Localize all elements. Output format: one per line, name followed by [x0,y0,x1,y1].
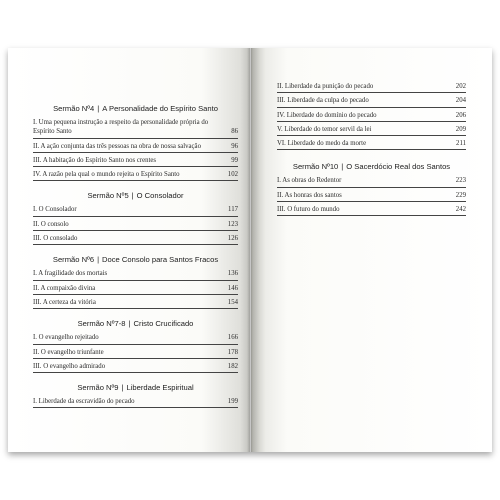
toc-entry-page: 126 [227,235,238,243]
toc-entry-text: II. A ação conjunta das três pessoas na obra de nossa salvação [33,142,201,150]
toc-entry-page: 206 [455,111,466,119]
toc-entry-text: I. Uma pequena instrução a respeito da personalidade própria do Espírito Santo [33,119,209,136]
toc-entry-text: III. A habitação do Espírito Santo nos crentes [33,156,157,164]
sermon-number: Sermão Nº10 [292,162,339,172]
sermon-section [33,255,238,309]
heading-separator: | [97,104,100,113]
toc-entry [33,156,238,167]
toc-entry-page: 123 [227,220,238,228]
toc-entry-page: 242 [455,206,466,214]
toc-entry [33,269,238,280]
sermon-subject: O Sacerdócio Real dos Santos [346,162,451,172]
toc-entry-text: III. O consolado [33,235,78,243]
toc-entry-text: III. O evangelho admirado [33,362,106,370]
sermon-subject: Cristo Crucificado [133,319,194,329]
toc-entry [277,176,466,187]
sermon-section [33,104,238,181]
toc-entry [33,348,238,359]
toc-entry [33,362,238,373]
right-page [251,48,492,452]
toc-entry [33,142,238,153]
toc-entry-page: 204 [455,97,466,105]
sermon-subject: A Personalidade do Espírito Santo [102,104,218,113]
toc-entry [277,111,466,122]
toc-entry-page: 166 [227,334,238,342]
book-spine [240,48,260,452]
sermon-section [277,162,466,216]
toc-entry-page: 223 [455,177,466,185]
left-page [8,48,250,452]
toc-entry [33,397,238,408]
toc-entry-page: 136 [227,270,238,278]
right-continued-entries [277,82,466,150]
toc-entry-page: 117 [228,206,238,214]
toc-entry-text: I. A fragilidade dos mortais [33,270,108,278]
sermon-number: Sermão Nº6 [52,255,95,265]
toc-entry [277,96,466,107]
toc-entry-text: III. O futuro do mundo [277,206,340,214]
toc-entry [277,139,466,150]
sermon-section [33,383,238,408]
sermon-heading [33,191,238,200]
sermon-number: Sermão Nº9 [77,383,119,393]
toc-entry-page: 202 [455,83,466,90]
toc-entry-page: 96 [231,142,238,150]
right-toc [277,162,466,216]
sermon-number: Sermão Nº4 [53,104,95,113]
toc-entry [33,170,238,181]
toc-entry-text: I. As obras do Redentor [277,177,342,185]
sermon-heading [33,383,238,392]
heading-separator: | [131,191,134,201]
heading-separator: | [97,255,100,265]
toc-entry-page: 102 [227,171,238,179]
toc-entry [33,205,238,216]
sermon-heading [33,104,238,113]
heading-separator: | [128,319,131,329]
toc-entry [33,234,238,245]
toc-entry-text: II. O consolo [33,220,69,228]
toc-entry [33,333,238,344]
toc-entry-page: 211 [456,140,466,148]
sermon-subject: Liberdade Espiritual [126,383,194,393]
toc-entry [277,205,466,216]
toc-entry-text: I. Liberdade da escravidão do pecado [33,398,135,406]
toc-entry-text: II. A compaixão divina [33,284,96,292]
heading-separator: | [341,162,344,172]
sermon-section [33,319,238,373]
toc-entry [277,191,466,202]
sermon-subject: Doce Consolo para Santos Fracos [102,255,219,265]
left-toc [33,104,238,408]
toc-entry-page: 182 [227,362,238,370]
sermon-section [33,191,238,245]
toc-entry-text: II. Liberdade da punição do pecado [277,83,374,90]
sermon-number: Sermão Nº7-8 [77,319,126,329]
toc-entry [277,125,466,136]
toc-entry-text: IV. Liberdade do domínio do pecado [277,111,377,119]
toc-entry-page: 199 [227,398,238,406]
toc-entry-page: 209 [455,125,466,133]
toc-entry-text: I. O evangelho rejeitado [33,334,99,342]
toc-entry-text: II. O evangelho triunfante [33,348,104,356]
toc-entry [33,220,238,231]
sermon-heading [277,162,466,171]
toc-entry [33,118,238,139]
toc-entry-text: IV. A razão pela qual o mundo rejeita o Espírito Santo [33,171,180,179]
toc-entry-text: I. O Consolador [33,206,77,214]
toc-entry [33,298,238,309]
toc-entry [33,284,238,295]
toc-entry-page: 86 [231,128,238,136]
toc-entry-page: 146 [227,284,238,292]
toc-entry [277,82,466,93]
sermon-number: Sermão Nº5 [87,191,129,201]
toc-entry-text: III. A certeza da vitória [33,298,96,306]
toc-entry-text: VI. Liberdade do medo da morte [277,140,367,148]
sermon-subject: O Consolador [136,191,184,201]
sermon-heading [33,319,238,328]
open-book [8,48,492,452]
toc-entry-page: 178 [227,348,238,356]
toc-entry-page: 229 [455,191,466,199]
sermon-heading [33,255,238,264]
toc-entry-page: 154 [227,298,238,306]
toc-entry-text: II. As honras dos santos [277,191,342,199]
heading-separator: | [121,383,124,393]
toc-entry-text: III. Liberdade da culpa do pecado [277,97,369,105]
toc-entry-text: V. Liberdade do temor servil da lei [277,125,372,133]
toc-entry-page: 99 [231,156,238,164]
